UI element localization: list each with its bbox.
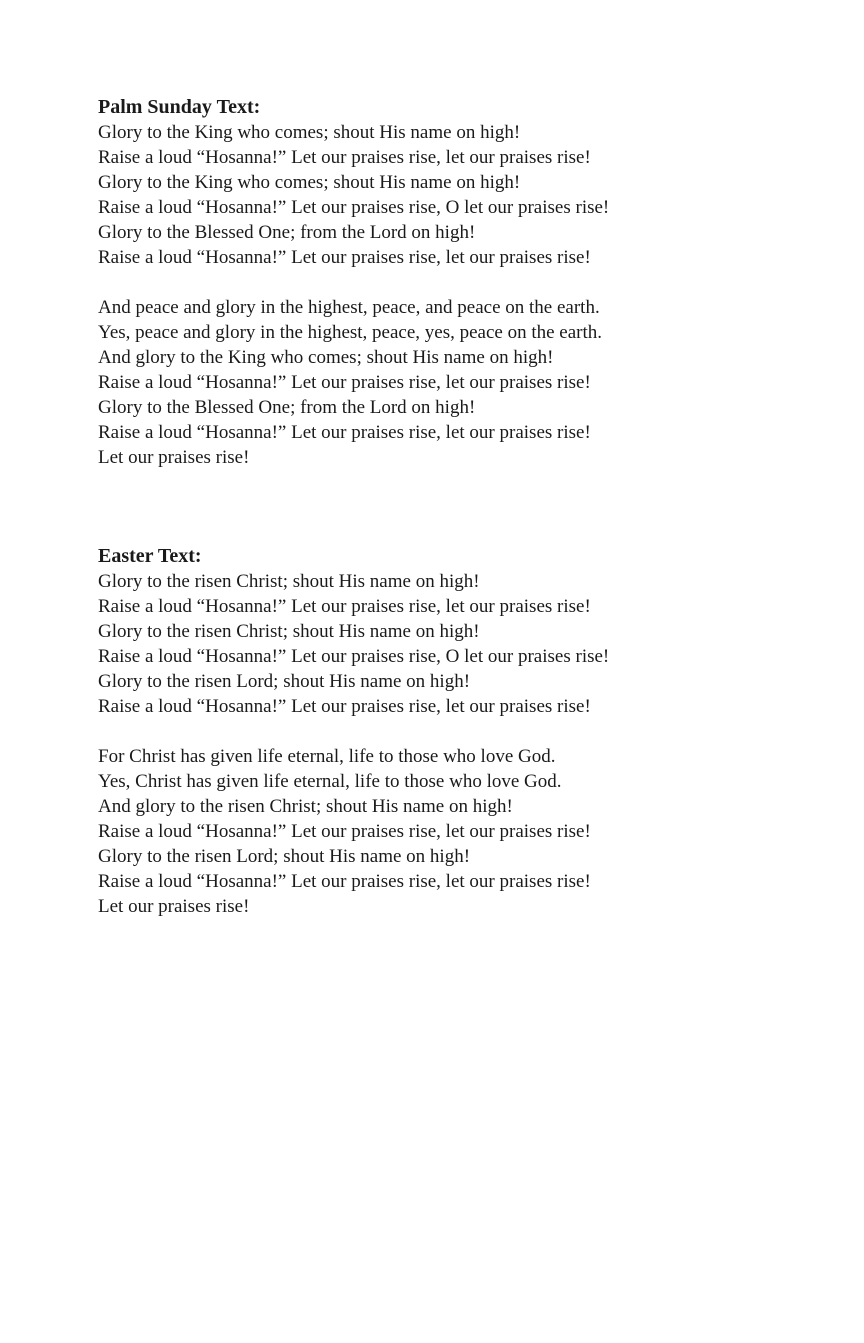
document-page <box>98 94 818 919</box>
lyric-line: Glory to the King who comes; shout His name on high! <box>98 172 521 193</box>
stanza <box>98 569 818 719</box>
lyric-line: Glory to the risen Christ; shout His name on high! <box>98 621 480 642</box>
lyric-line: Raise a loud “Hosanna!” Let our praises rise, let our praises rise! <box>98 696 591 717</box>
lyric-line: Let our praises rise! <box>98 896 250 917</box>
lyric-line: Glory to the Blessed One; from the Lord on high! <box>98 222 476 243</box>
lyric-line: And glory to the King who comes; shout His name on high! <box>98 347 554 368</box>
stanza <box>98 295 818 470</box>
lyric-line: Raise a loud “Hosanna!” Let our praises rise, let our praises rise! <box>98 147 591 168</box>
lyric-line: And peace and glory in the highest, peace, and peace on the earth. <box>98 297 600 318</box>
stanza-break <box>98 719 818 744</box>
lyric-line: Glory to the risen Lord; shout His name on high! <box>98 671 471 692</box>
lyric-line: Glory to the King who comes; shout His name on high! <box>98 122 521 143</box>
lyric-line: And glory to the risen Christ; shout His name on high! <box>98 796 513 817</box>
lyric-line: Let our praises rise! <box>98 447 250 468</box>
lyric-line: For Christ has given life eternal, life to those who love God. <box>98 746 556 767</box>
lyric-line: Raise a loud “Hosanna!” Let our praises rise, let our praises rise! <box>98 871 591 892</box>
lyric-line: Glory to the risen Lord; shout His name on high! <box>98 846 471 867</box>
lyric-line: Raise a loud “Hosanna!” Let our praises rise, let our praises rise! <box>98 821 591 842</box>
stanza-break <box>98 270 818 295</box>
lyric-line: Raise a loud “Hosanna!” Let our praises rise, let our praises rise! <box>98 596 591 617</box>
lyric-line: Yes, Christ has given life eternal, life to those who love God. <box>98 771 562 792</box>
lyric-line: Raise a loud “Hosanna!” Let our praises rise, let our praises rise! <box>98 247 591 268</box>
stanza <box>98 744 818 919</box>
lyric-line: Glory to the risen Christ; shout His name on high! <box>98 571 480 592</box>
stanza <box>98 120 818 270</box>
section-title: Palm Sunday Text: <box>98 96 261 118</box>
lyric-line: Raise a loud “Hosanna!” Let our praises rise, let our praises rise! <box>98 422 591 443</box>
lyric-line: Yes, peace and glory in the highest, peace, yes, peace on the earth. <box>98 322 603 343</box>
section-title: Easter Text: <box>98 545 202 567</box>
palm-sunday-section <box>98 94 818 470</box>
easter-section <box>98 543 818 919</box>
lyric-line: Raise a loud “Hosanna!” Let our praises rise, let our praises rise! <box>98 372 591 393</box>
lyric-line: Glory to the Blessed One; from the Lord on high! <box>98 397 476 418</box>
lyric-line: Raise a loud “Hosanna!” Let our praises rise, O let our praises rise! <box>98 197 610 218</box>
lyric-line: Raise a loud “Hosanna!” Let our praises rise, O let our praises rise! <box>98 646 610 667</box>
section-divider-space <box>98 470 818 543</box>
